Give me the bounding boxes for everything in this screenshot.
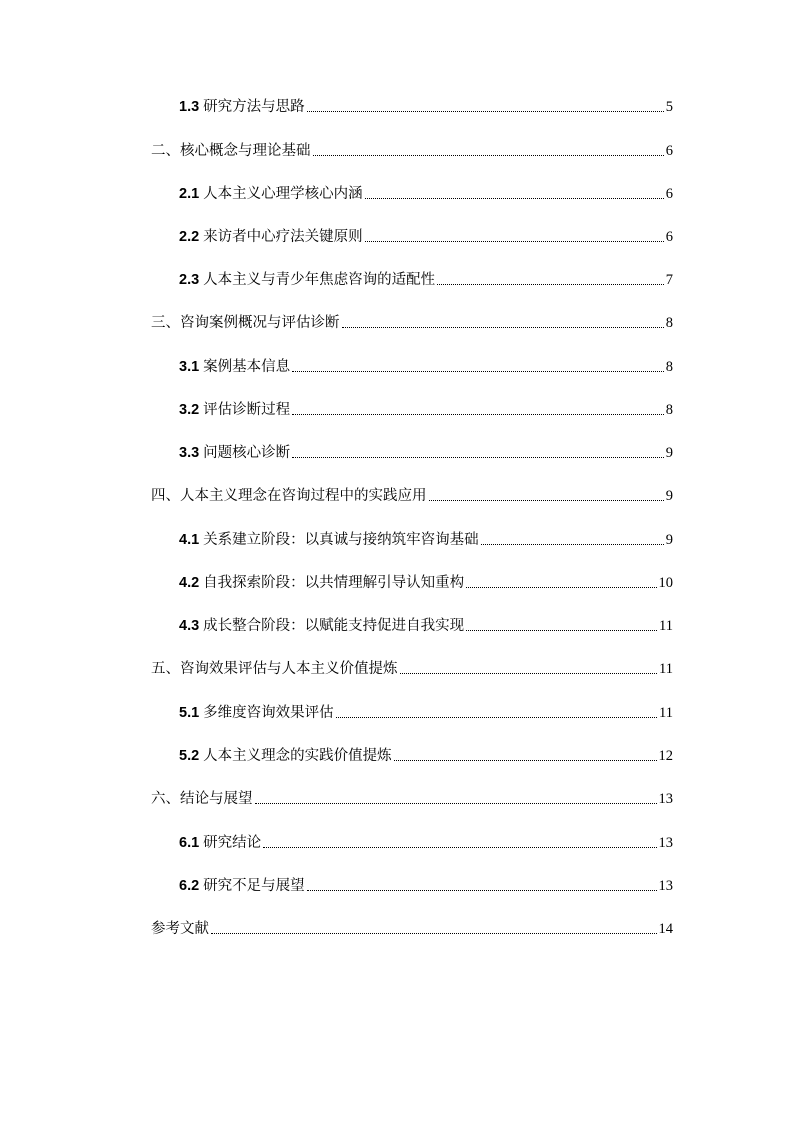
toc-entry-page: 8	[665, 402, 673, 418]
toc-entry-title: 案例基本信息	[203, 359, 291, 375]
toc-entry-title: 人本主义与青少年焦虑咨询的适配性	[203, 272, 436, 288]
toc-entry-page: 9	[665, 445, 673, 461]
toc-entry-title: 四、人本主义理念在咨询过程中的实践应用	[151, 488, 427, 504]
toc-entry[interactable]	[151, 140, 673, 162]
toc-entry[interactable]	[179, 96, 673, 118]
toc-dot-leader	[313, 154, 664, 156]
toc-entry-page: 11	[659, 705, 673, 721]
toc-entry-number: 3.1	[179, 359, 200, 375]
toc-dot-leader	[466, 586, 656, 588]
toc-entry[interactable]	[179, 226, 673, 248]
toc-entry[interactable]	[151, 485, 673, 507]
toc-entry[interactable]	[179, 745, 673, 767]
toc-entry-page: 8	[665, 315, 673, 331]
toc-entry-page: 11	[659, 661, 673, 677]
toc-entry-page: 8	[665, 359, 673, 375]
toc-dot-leader	[307, 889, 657, 891]
toc-entry-number: 2.2	[179, 229, 200, 245]
toc-dot-leader	[263, 846, 656, 848]
toc-entry-number: 2.1	[179, 186, 200, 202]
toc-entry-title: 三、咨询案例概况与评估诊断	[151, 315, 340, 331]
toc-entry[interactable]	[179, 832, 673, 854]
toc-entry[interactable]	[151, 788, 673, 810]
toc-dot-leader	[342, 326, 664, 328]
toc-entry-number: 4.1	[179, 532, 200, 548]
toc-entry[interactable]	[179, 183, 673, 205]
toc-entry-title: 成长整合阶段：以赋能支持促进自我实现	[203, 618, 465, 634]
toc-entry[interactable]	[179, 269, 673, 291]
toc-entry[interactable]	[151, 312, 673, 334]
toc-entry-page: 13	[658, 878, 673, 894]
toc-entry-title: 五、咨询效果评估与人本主义价值提炼	[151, 661, 398, 677]
toc-entry-page: 9	[665, 532, 673, 548]
toc-entry-number: 2.3	[179, 272, 200, 288]
toc-entry-title: 参考文献	[151, 921, 209, 937]
toc-entry-page: 12	[658, 748, 673, 764]
toc-entry-title: 问题核心诊断	[203, 445, 291, 461]
toc-entry-page: 6	[665, 186, 673, 202]
toc-entry-number: 6.1	[179, 835, 200, 851]
toc-entry-title: 多维度咨询效果评估	[203, 705, 334, 721]
toc-entry-title: 六、结论与展望	[151, 791, 253, 807]
toc-dot-leader	[292, 370, 664, 372]
toc-dot-leader	[292, 456, 664, 458]
toc-entry-page: 7	[665, 272, 673, 288]
toc-dot-leader	[429, 499, 664, 501]
toc-entry-page: 6	[665, 229, 673, 245]
toc-entry-title: 人本主义心理学核心内涵	[203, 186, 363, 202]
toc-entry-number: 5.1	[179, 705, 200, 721]
toc-entry-page: 5	[665, 99, 673, 115]
toc-dot-leader	[365, 197, 664, 199]
toc-dot-leader	[400, 672, 658, 674]
toc-dot-leader	[481, 543, 664, 545]
toc-entry-title: 来访者中心疗法关键原则	[203, 229, 363, 245]
toc-entry-title: 研究不足与展望	[203, 878, 305, 894]
toc-entry-page: 11	[659, 618, 673, 634]
toc-dot-leader	[292, 413, 664, 415]
toc-dot-leader	[307, 110, 664, 112]
toc-entry-number: 3.2	[179, 402, 200, 418]
toc-entry[interactable]	[179, 356, 673, 378]
toc-entry-number: 3.3	[179, 445, 200, 461]
toc-entry[interactable]	[179, 875, 673, 897]
toc-entry-number: 5.2	[179, 748, 200, 764]
toc-dot-leader	[211, 932, 657, 934]
toc-entry-number: 4.3	[179, 618, 200, 634]
toc-entry[interactable]	[179, 442, 673, 464]
toc-entry[interactable]	[179, 615, 673, 637]
toc-entry-title: 研究方法与思路	[203, 99, 305, 115]
toc-entry-title: 研究结论	[203, 835, 262, 851]
toc-entry-title: 关系建立阶段：以真诚与接纳筑牢咨询基础	[203, 532, 479, 548]
toc-dot-leader	[394, 759, 657, 761]
toc-dot-leader	[466, 629, 657, 631]
toc-dot-leader	[336, 716, 657, 718]
toc-entry[interactable]	[179, 399, 673, 421]
toc-entry-page: 9	[665, 488, 673, 504]
toc-entry-title: 自我探索阶段：以共情理解引导认知重构	[203, 575, 465, 591]
toc-entry-page: 13	[658, 791, 673, 807]
toc-entry-number: 4.2	[179, 575, 200, 591]
toc-dot-leader	[255, 802, 657, 804]
toc-entry-number: 6.2	[179, 878, 200, 894]
toc-entry-title: 二、核心概念与理论基础	[151, 143, 311, 159]
toc-entry-page: 13	[658, 835, 673, 851]
toc-entry[interactable]	[179, 572, 673, 594]
toc-dot-leader	[365, 240, 664, 242]
toc-entry[interactable]	[179, 529, 673, 551]
toc-entry-title: 人本主义理念的实践价值提炼	[203, 748, 392, 764]
toc-entry[interactable]	[179, 702, 673, 724]
toc-entry-title: 评估诊断过程	[203, 402, 291, 418]
toc-entry[interactable]	[151, 658, 673, 680]
toc-entry-page: 6	[665, 143, 673, 159]
toc-entry-number: 1.3	[179, 99, 200, 115]
toc-entry-page: 14	[658, 921, 673, 937]
toc-entry-page: 10	[658, 575, 673, 591]
toc-entry[interactable]	[151, 918, 673, 940]
toc-dot-leader	[437, 283, 664, 285]
